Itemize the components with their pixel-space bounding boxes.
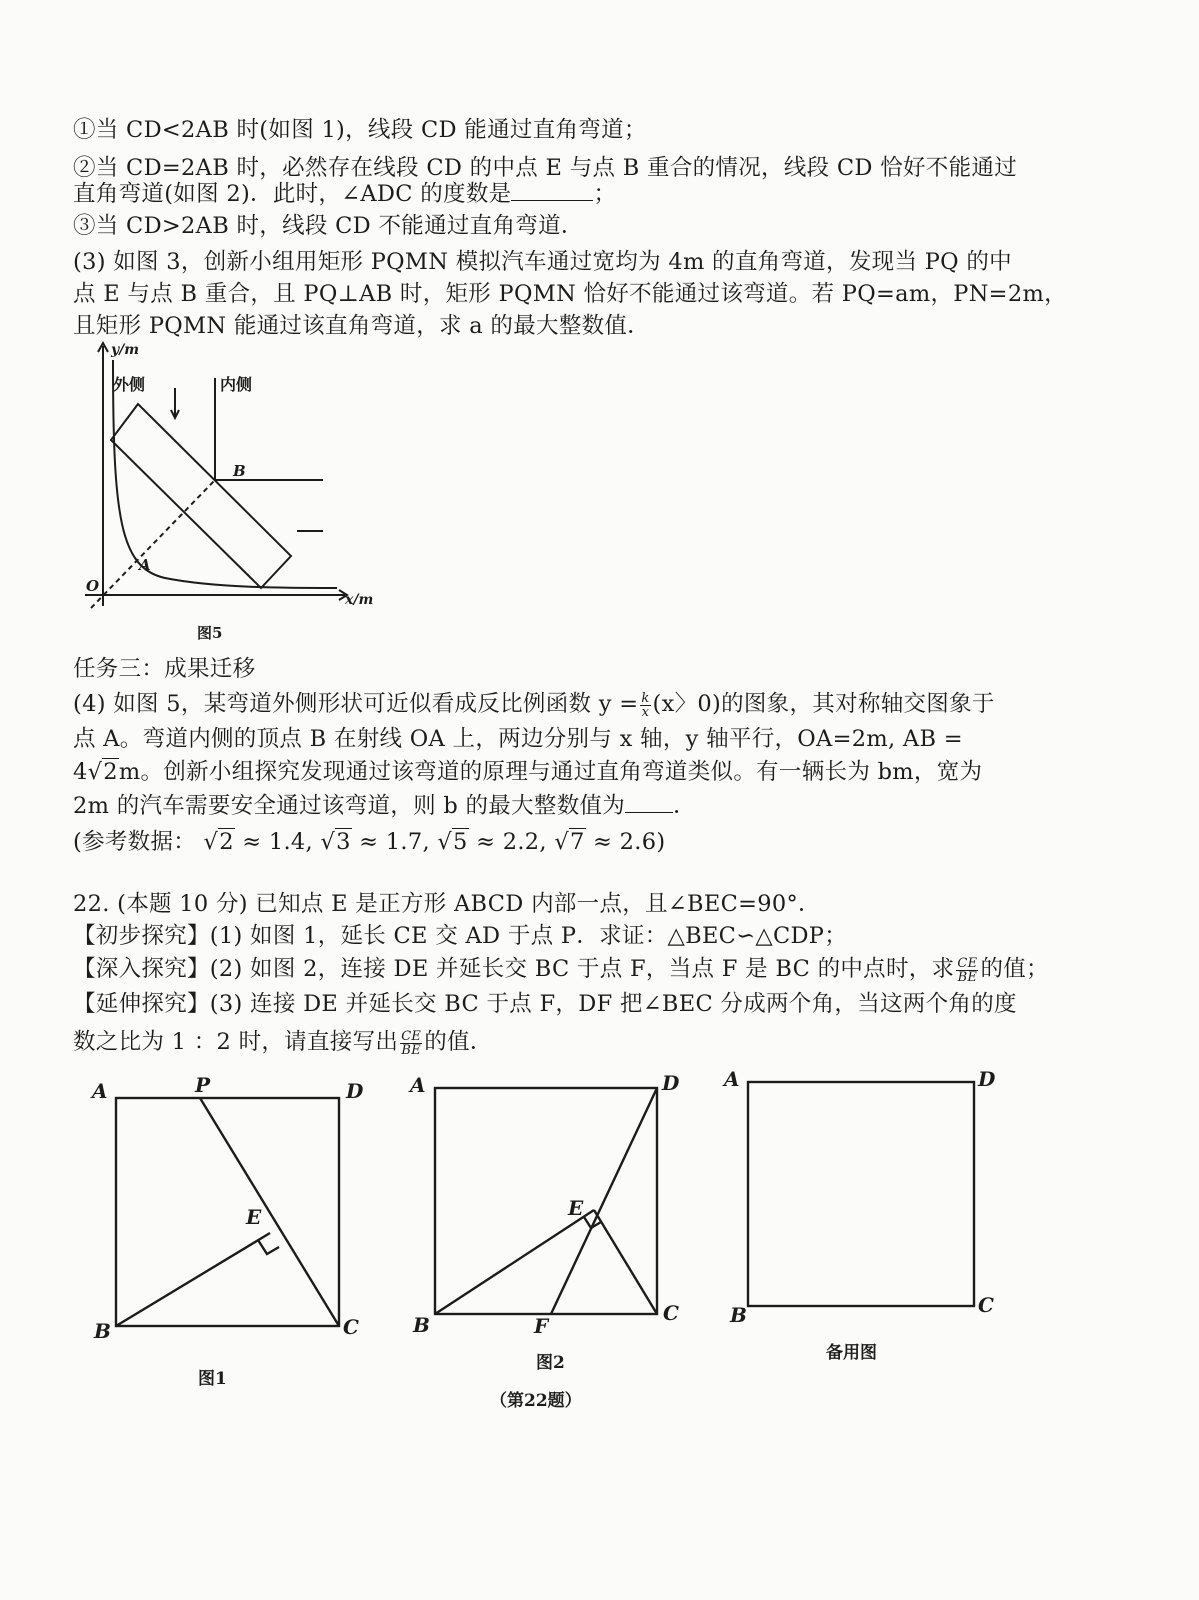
fig1-square xyxy=(116,1098,339,1326)
sqrt-2: √2 xyxy=(87,759,118,785)
ref-value: ≈ 2.6) xyxy=(585,829,666,855)
fig2-label-e: E xyxy=(568,1196,584,1220)
question-22-stem: 22. (本题 10 分) 已知点 E 是正方形 ABCD 内部一点，且∠BEC=90°． xyxy=(73,891,821,917)
fraction-numerator: k xyxy=(641,690,650,706)
question-22-part1: 【初步探究】(1) 如图 1，延长 CE 交 AD 于点 P．求证：△BEC∽△CDP； xyxy=(73,923,848,949)
fig2-line-be xyxy=(435,1210,594,1314)
fig2-line-df xyxy=(551,1088,657,1314)
fig1-label-e: E xyxy=(246,1205,262,1229)
ref-value: ≈ 2.2, xyxy=(468,829,547,855)
answer-blank-b xyxy=(625,792,673,813)
part4-text-b: 点 A。弯道内侧的顶点 B 在射线 OA 上，两边分别与 x 轴，y 轴平行，OA=2m, AB = xyxy=(73,726,963,752)
question-22-part3-b xyxy=(73,1028,493,1057)
fig2-label-b: B xyxy=(413,1313,430,1337)
part4-text-c-pre: 4 xyxy=(73,759,88,785)
part4-text-d-end: ． xyxy=(673,793,696,819)
fig1-label-a: A xyxy=(92,1079,108,1103)
fig3-label-a: A xyxy=(724,1067,740,1091)
fig1-label-p: P xyxy=(195,1073,211,1097)
outer-side-label: 外侧 xyxy=(113,375,146,394)
ce-over-be-fraction xyxy=(956,957,978,984)
case3-text: ③当 CD>2AB 时，线段 CD 不能通过直角弯道． xyxy=(73,213,584,239)
fraction-denominator: BE xyxy=(957,969,978,985)
case1-text: ①当 CD<2AB 时(如图 1)，线段 CD 能通过直角弯道； xyxy=(73,117,647,143)
fig2-line-ec xyxy=(594,1210,657,1314)
question-22-part2 xyxy=(73,955,1049,984)
ref-sqrt-2: √2 xyxy=(203,829,234,855)
task3-heading: 任务三：成果迁移 xyxy=(73,656,256,682)
ref-radicand: 2 xyxy=(219,829,234,855)
fig2-square xyxy=(435,1088,657,1314)
fig1-caption: 图1 xyxy=(198,1369,227,1389)
x-axis-label: x/m xyxy=(345,592,374,608)
question-22-part3-b-post: 的值． xyxy=(424,1029,493,1055)
point-b-label: B xyxy=(233,462,246,480)
ref-radicand: 3 xyxy=(336,829,351,855)
sqrt-radicand: 2 xyxy=(103,759,118,785)
origin-label: O xyxy=(86,577,100,595)
fraction-numerator: CE xyxy=(401,1028,422,1044)
part3-text-b: 点 E 与点 B 重合，且 PQ⊥AB 时，矩形 PQMN 恰好不能通过该弯道。若 PQ=am，PN=2m， xyxy=(73,281,1067,307)
question-22-figure-footer: （第22题） xyxy=(490,1391,582,1411)
ref-sqrt-5: √5 xyxy=(437,829,468,855)
k-over-x-fraction xyxy=(640,692,650,719)
ray-oa xyxy=(91,480,215,608)
fig3-label-c: C xyxy=(978,1293,994,1317)
reference-data xyxy=(73,828,665,856)
question-22-part3-a: 【延伸探究】(3) 连接 DE 并延长交 BC 于点 F，DF 把∠BEC 分成两个角，当这两个角的度 xyxy=(73,991,1017,1017)
fig2-label-c: C xyxy=(663,1301,679,1325)
fraction-numerator: CE xyxy=(957,955,978,971)
fig2-label-d: D xyxy=(662,1071,680,1095)
part4-text-c-post: m。创新小组探究发现通过该弯道的原理与通过直角弯道类似。有一辆长为 bm，宽为 xyxy=(118,759,983,785)
question-22-part3-b-pre: 数之比为 1 ：2 时，请直接写出 xyxy=(73,1029,399,1055)
fig1-right-angle-mark xyxy=(258,1240,279,1254)
ref-radicand: 5 xyxy=(453,829,468,855)
fig3-caption: 备用图 xyxy=(826,1343,877,1363)
question-22-part2-pre: 【深入探究】(2) 如图 2，连接 DE 并延长交 BC 于点 F，当点 F 是 BC 的中点时，求 xyxy=(73,956,955,982)
part4-text-a-pre: (4) 如图 5，某弯道外侧形状可近似看成反比例函数 y = xyxy=(73,691,639,717)
fig3-label-d: D xyxy=(978,1067,996,1091)
fig3-square xyxy=(748,1082,974,1306)
ce-over-be-fraction xyxy=(400,1030,422,1057)
fig1-line-pc xyxy=(200,1098,339,1326)
ref-radicand: 7 xyxy=(569,829,585,855)
fig1-label-b: B xyxy=(94,1319,111,1343)
part4-text-a xyxy=(73,690,995,719)
part4-text-d xyxy=(73,792,696,820)
part3-text-a: (3) 如图 3，创新小组用矩形 PQMN 模拟汽车通过宽均为 4m 的直角弯道，发现当 PQ 的中 xyxy=(73,249,1012,275)
fraction-denominator: x xyxy=(641,704,650,720)
part4-text-d-main: 2m 的汽车需要安全通过该弯道，则 b 的最大整数值为 xyxy=(73,793,626,819)
fig2-label-f: F xyxy=(534,1314,549,1338)
ref-value: ≈ 1.4, xyxy=(234,829,314,855)
ref-sqrt-3: √3 xyxy=(320,829,351,855)
point-a-label: A xyxy=(139,556,151,574)
answer-blank-adc xyxy=(511,180,593,201)
case2-text-b-main: 直角弯道(如图 2)．此时，∠ADC 的度数是 xyxy=(73,181,512,207)
y-axis-label: y/m xyxy=(111,342,140,358)
part3-text-c: 且矩形 PQMN 能通过该直角弯道，求 a 的最大整数值． xyxy=(73,313,651,339)
fig1-label-d: D xyxy=(346,1079,364,1103)
fraction-denominator: BE xyxy=(401,1042,422,1058)
fig2-caption: 图2 xyxy=(536,1353,565,1373)
fig1-label-c: C xyxy=(343,1315,359,1339)
ref-sqrt-7: √7 xyxy=(554,829,585,855)
part4-text-c xyxy=(73,758,982,786)
figure-5-caption: 图5 xyxy=(197,624,223,642)
question-22-part2-post: 的值； xyxy=(980,956,1049,982)
case2-text-b-end: ； xyxy=(593,181,617,207)
fig1-line-be xyxy=(116,1233,270,1326)
fig3-label-b: B xyxy=(730,1303,747,1327)
case2-text-a: ②当 CD=2AB 时，必然存在线段 CD 的中点 E 与点 B 重合的情况，线段 CD 恰好不能通过 xyxy=(73,155,1017,181)
part4-text-a-post: (x〉0)的图象，其对称轴交图象于 xyxy=(652,691,995,717)
fig2-label-a: A xyxy=(410,1073,426,1097)
question-22-figures xyxy=(0,1060,1199,1440)
inner-side-label: 内侧 xyxy=(220,375,253,394)
reference-prefix: (参考数据： xyxy=(73,829,197,855)
figure-5-diagram xyxy=(75,338,395,648)
ref-value: ≈ 1.7, xyxy=(351,829,430,855)
case2-text-b xyxy=(73,180,616,208)
